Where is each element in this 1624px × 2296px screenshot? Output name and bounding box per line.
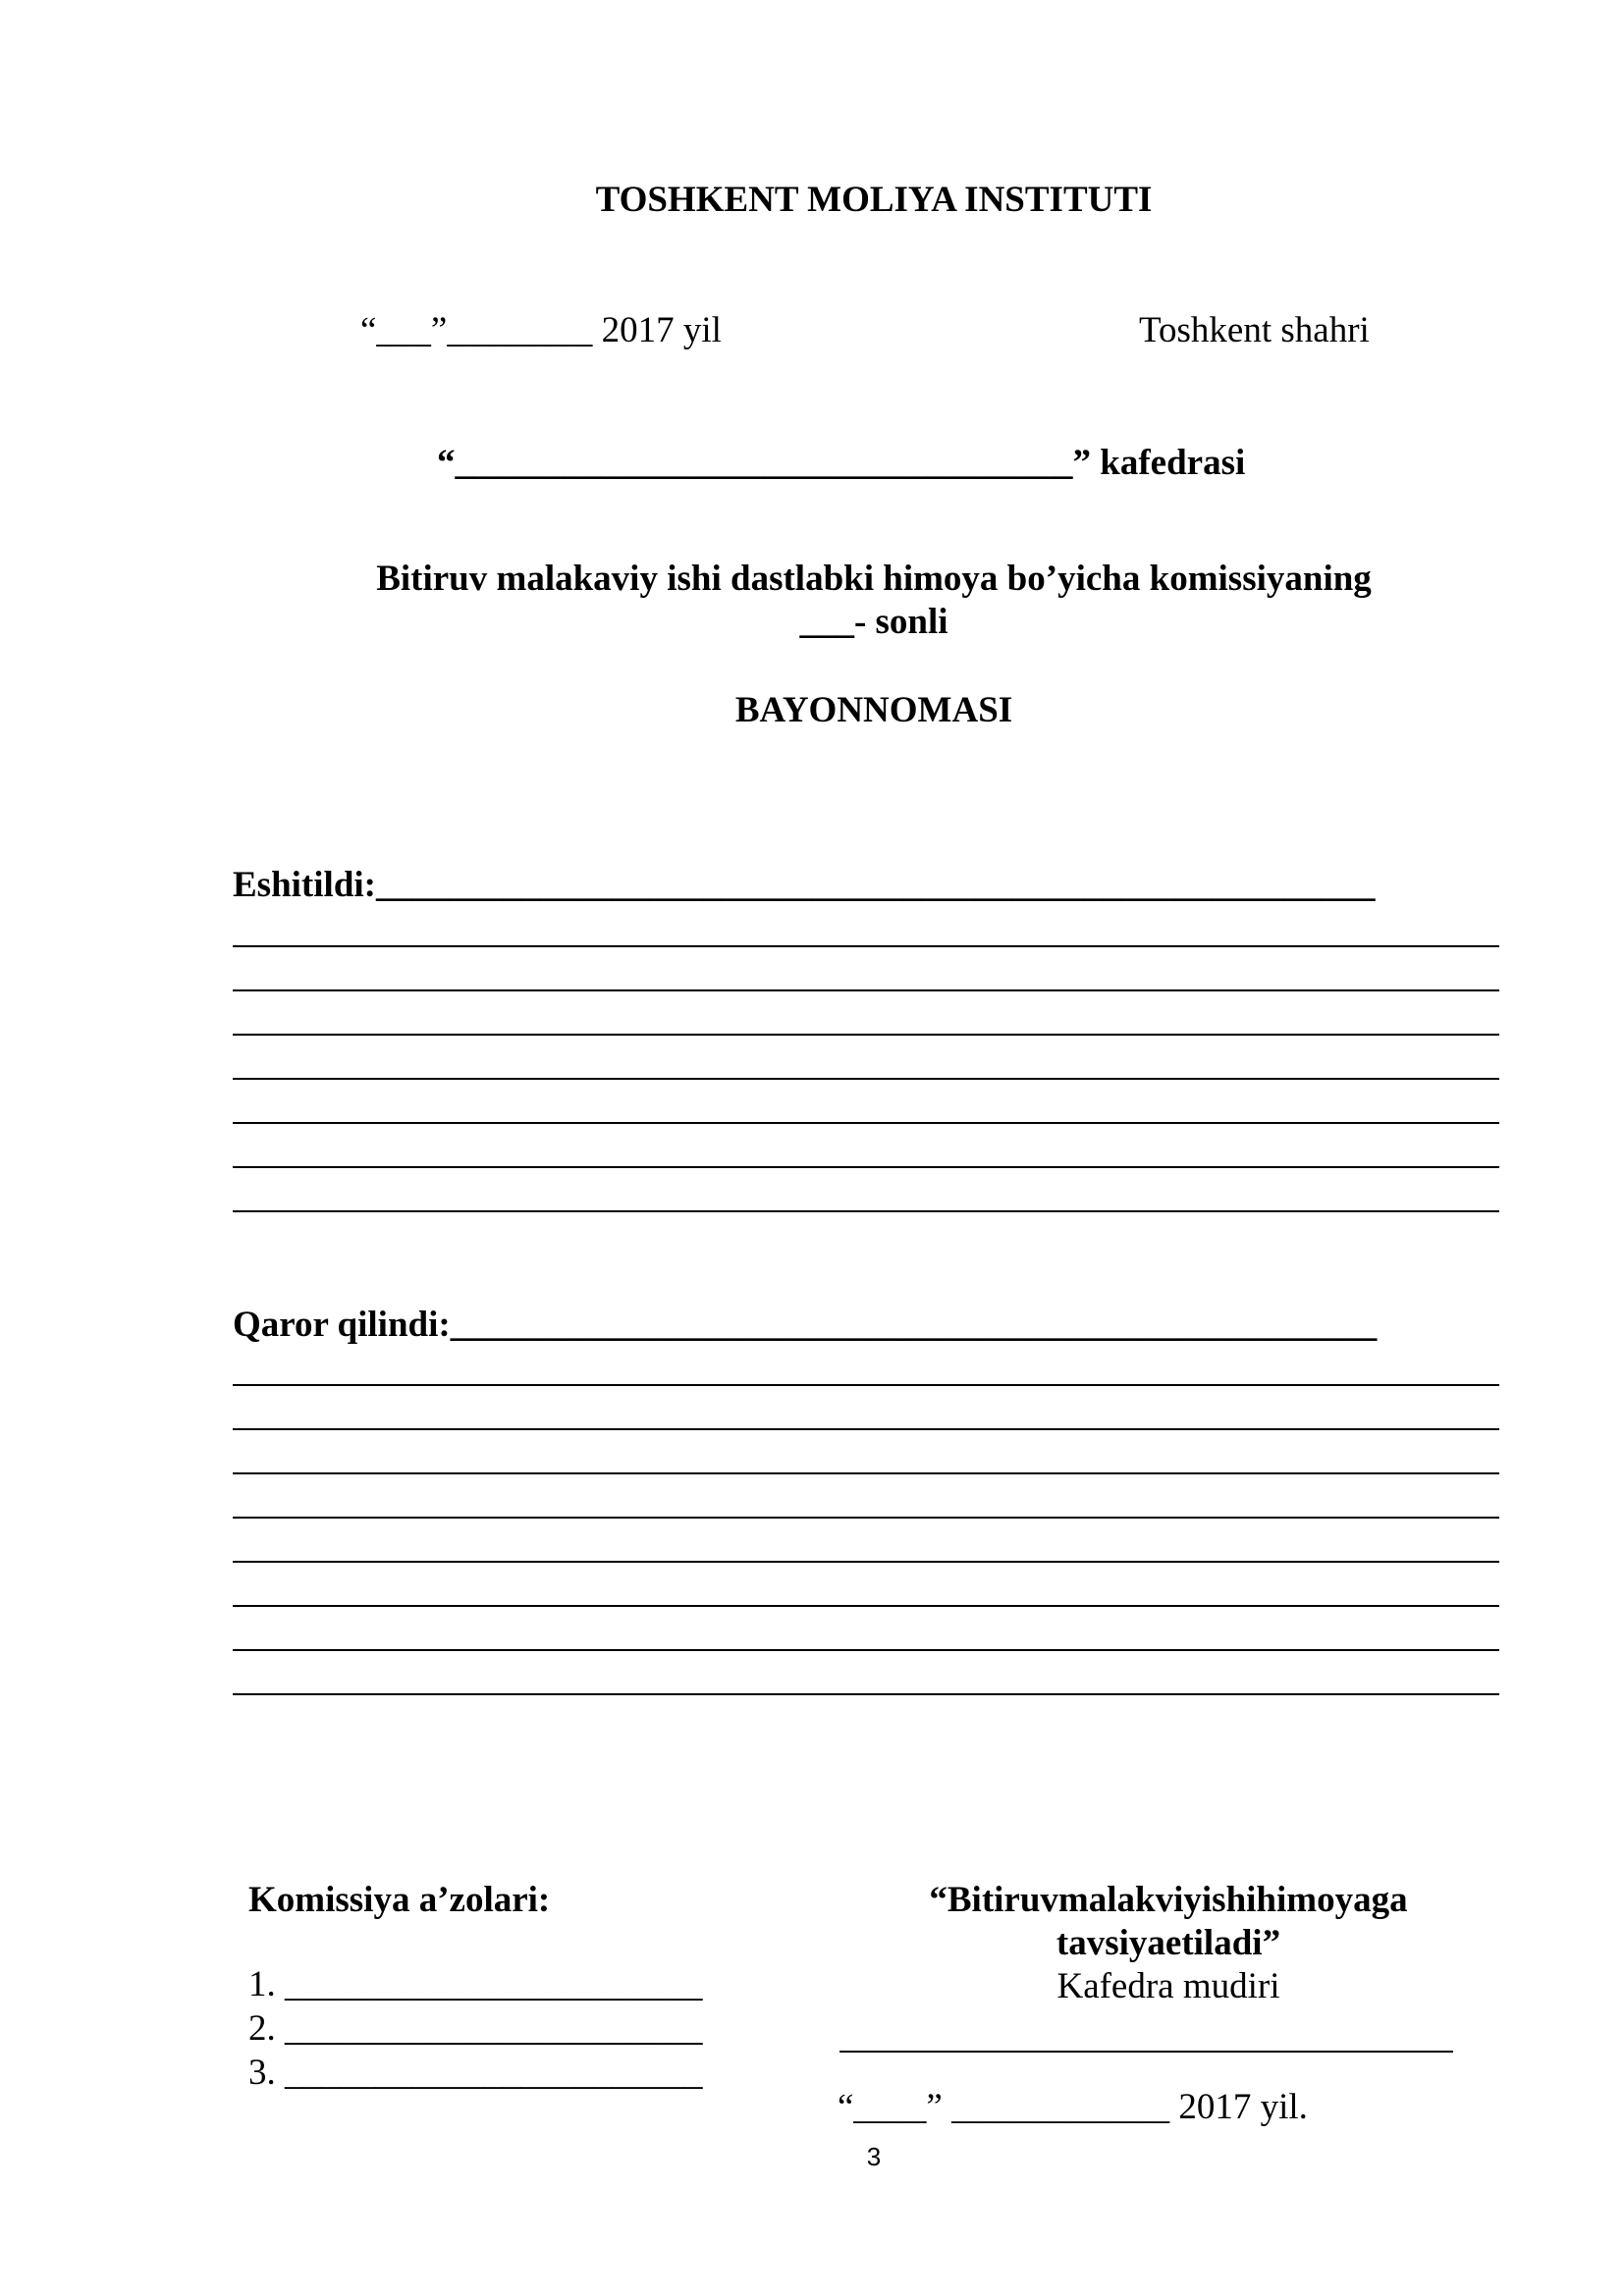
member-line: 2. _______________________ xyxy=(248,2008,703,2049)
document-title-line-1: Bitiruv malakaviy ishi dastlabki himoya bo’yicha komissiyaning xyxy=(376,559,1372,599)
qaror-rule xyxy=(233,1605,1499,1607)
document-title-bayonnoma: BAYONNOMASI xyxy=(734,690,1013,730)
qaror-rule xyxy=(233,1649,1499,1651)
eshitildi-rule xyxy=(233,1122,1499,1124)
eshitildi-label: Eshitildi:_______________________________________________________ xyxy=(233,865,1376,905)
eshitildi-rule xyxy=(233,989,1499,991)
eshitildi-rule xyxy=(233,1078,1499,1080)
eshitildi-rule xyxy=(233,1166,1499,1168)
kafedra-line: “__________________________________” kafedrasi xyxy=(437,443,1246,483)
recommendation-line-2: tavsiyaetiladi” xyxy=(1056,1923,1281,1963)
member-line: 3. _______________________ xyxy=(248,2053,703,2093)
member-line: 1. _______________________ xyxy=(248,1964,703,2004)
qaror-rule xyxy=(233,1428,1499,1430)
bottom-date-line: “____” ____________ 2017 yil. xyxy=(838,2087,1308,2127)
page-number: 3 xyxy=(866,2142,882,2171)
qaror-rule xyxy=(233,1517,1499,1519)
document-title-line-2: ___- sonli xyxy=(799,602,948,642)
kafedra-mudiri-label: Kafedra mudiri xyxy=(1056,1966,1280,2006)
institute-title: TOSHKENT MOLIYA INSTITUTI xyxy=(595,180,1153,220)
qaror-rule xyxy=(233,1384,1499,1386)
city-label: Toshkent shahri xyxy=(1139,310,1370,350)
date-line: “___”________ 2017 yil xyxy=(360,310,722,350)
eshitildi-rule xyxy=(233,1034,1499,1036)
qaror-rule xyxy=(233,1561,1499,1563)
komissiya-label: Komissiya a’zolari: xyxy=(248,1880,551,1920)
eshitildi-rule xyxy=(233,945,1499,947)
qaror-label: Qaror qilindi:___________________________________________________ xyxy=(233,1305,1378,1345)
mudir-signature-line xyxy=(839,2051,1453,2053)
qaror-rule xyxy=(233,1472,1499,1474)
eshitildi-rule xyxy=(233,1210,1499,1212)
recommendation-line-1: “Bitiruvmalakviyishihimoyaga xyxy=(929,1880,1408,1920)
qaror-rule xyxy=(233,1693,1499,1695)
